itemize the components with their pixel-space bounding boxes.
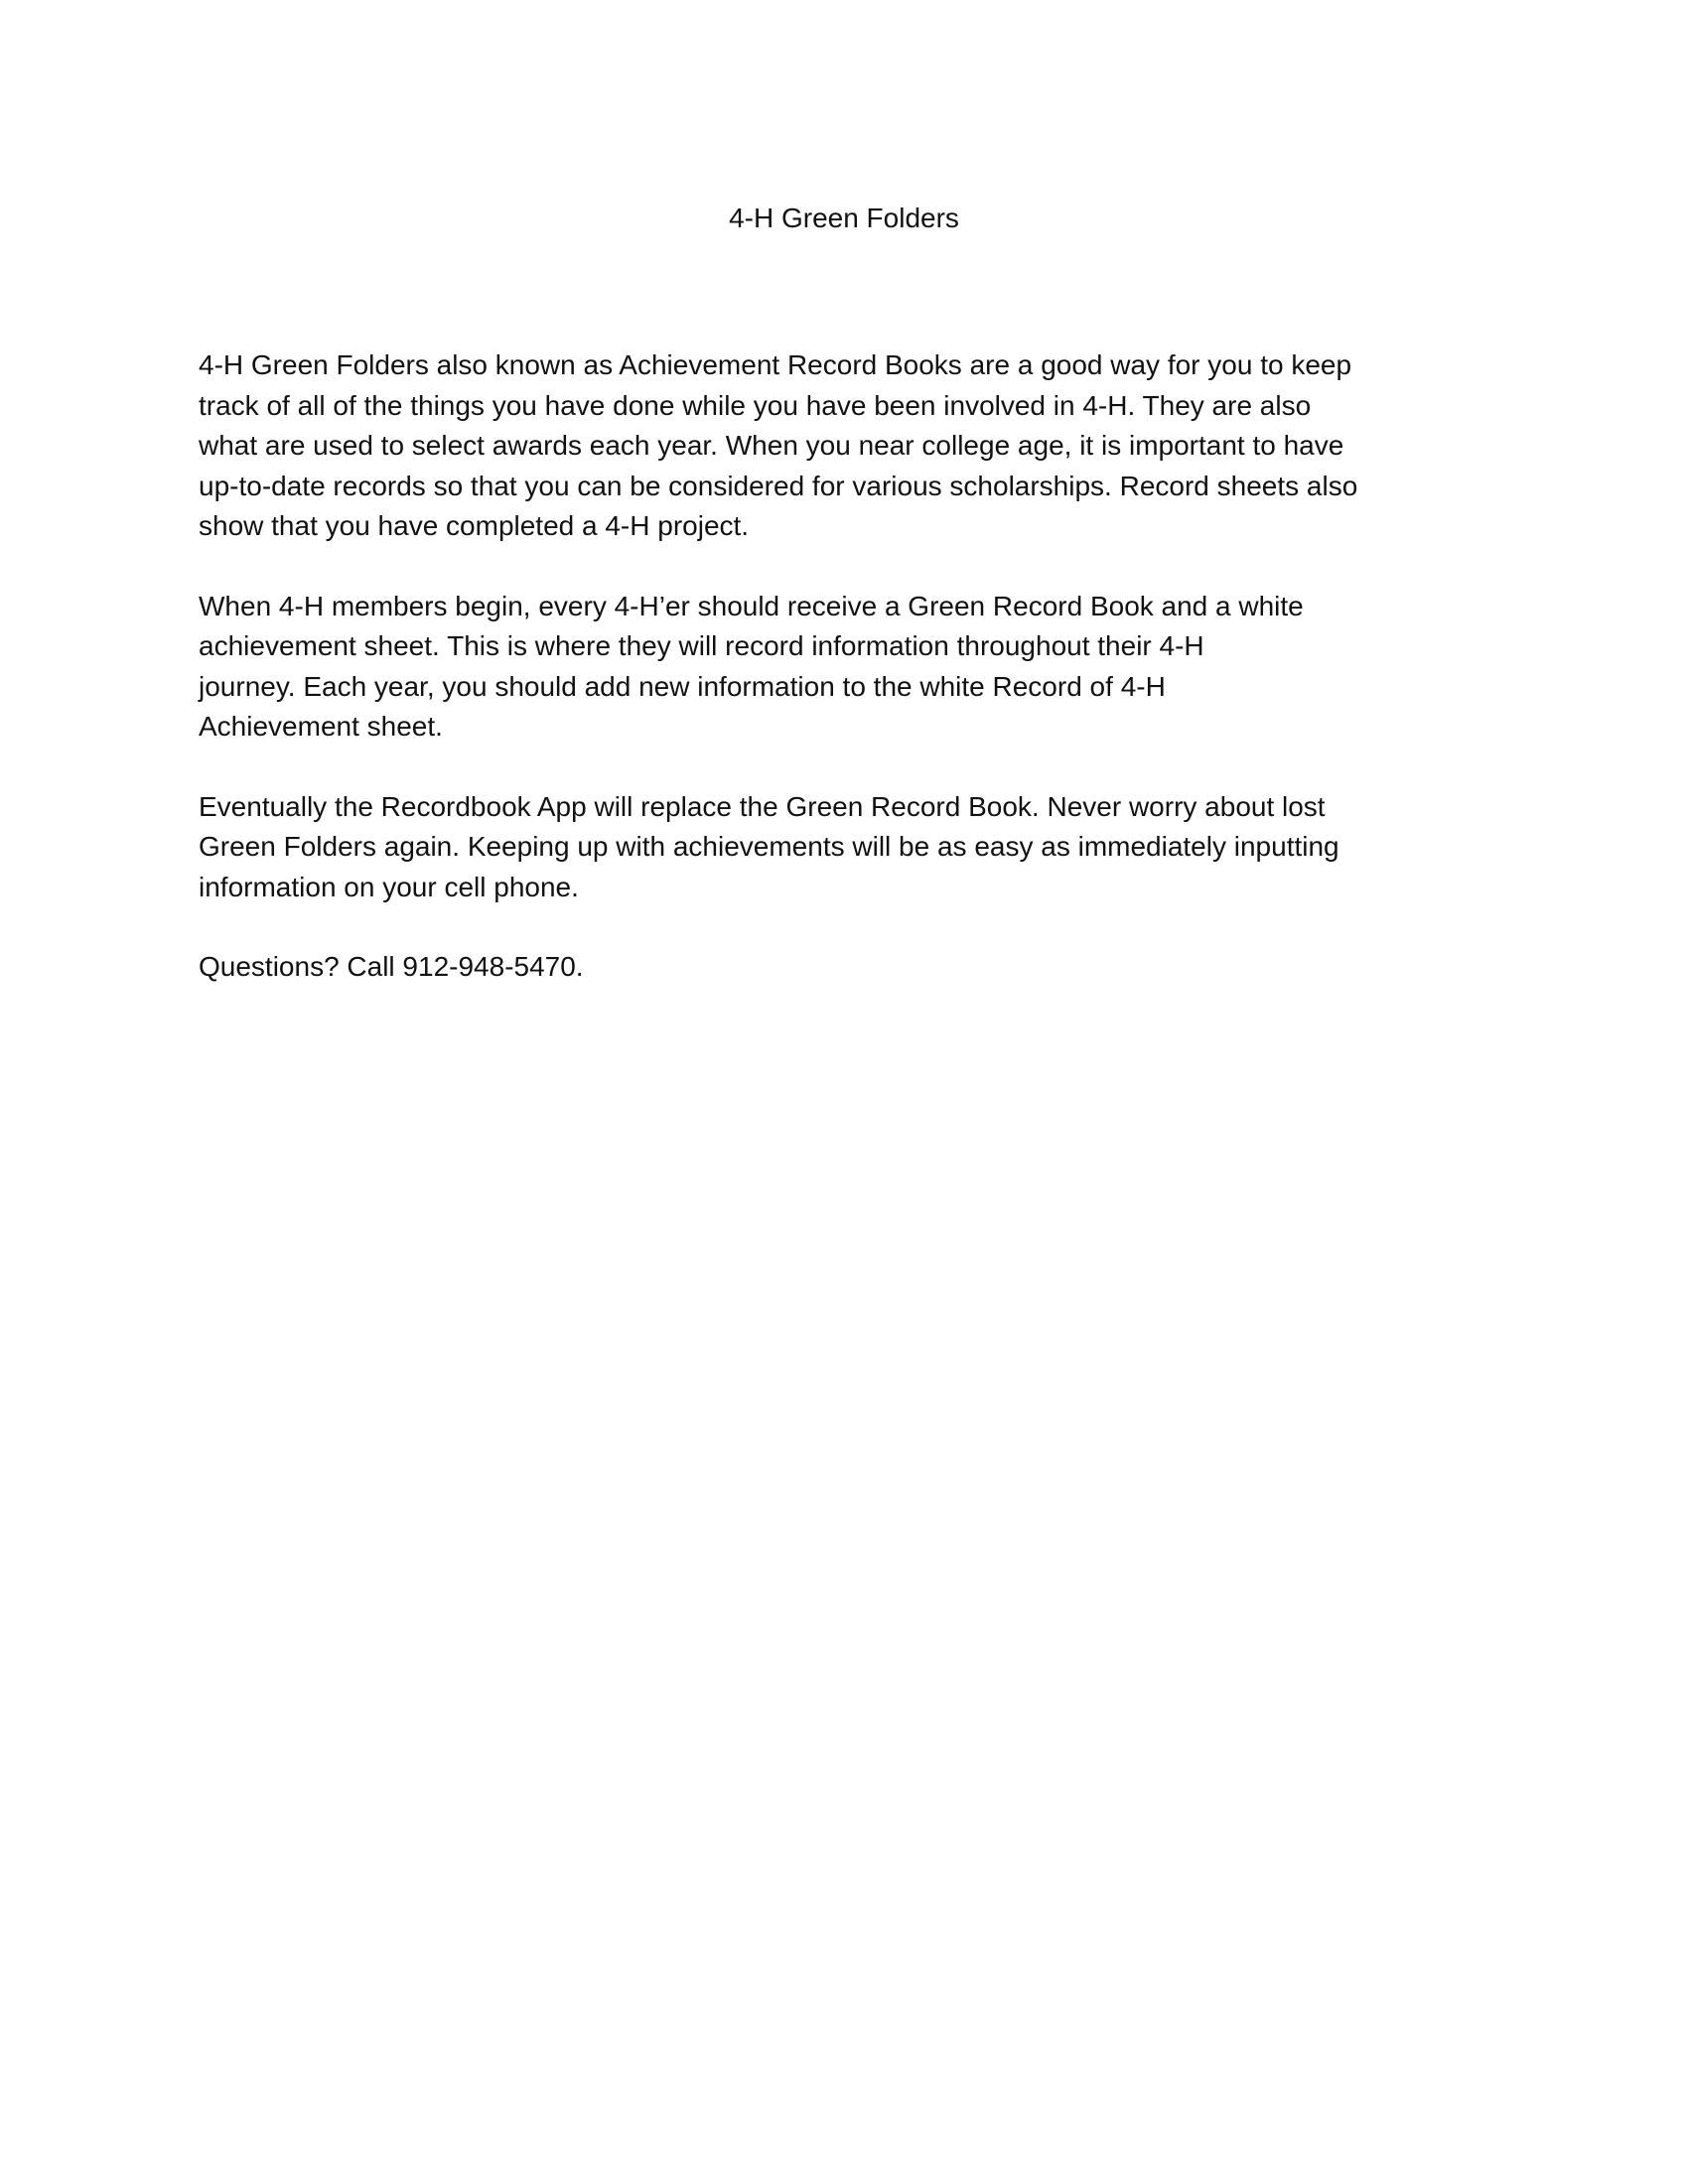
paragraph-line: achievement sheet. This is where they will record information throughout their 4-H [199,630,1204,661]
document-body [199,345,1489,1027]
paragraph-new-members [199,587,1489,748]
paragraph-line: information on your cell phone. [199,871,579,902]
paragraph-line: Achievement sheet. [199,711,443,742]
paragraph-intro [199,345,1489,547]
paragraph-contact [199,947,1489,988]
paragraph-line: 4-H Green Folders also known as Achievement Record Books are a good way for you to keep [199,349,1352,380]
paragraph-line: what are used to select awards each year. When you near college age, it is important to have [199,430,1344,461]
paragraph-line: track of all of the things you have done while you have been involved in 4-H. They are also [199,389,1312,421]
document-title: 4-H Green Folders [729,203,959,233]
paragraph-recordbook-app [199,787,1489,908]
paragraph-line: journey. Each year, you should add new information to the white Record of 4-H [199,670,1166,702]
paragraph-line: Eventually the Recordbook App will replace the Green Record Book. Never worry about lost [199,790,1326,822]
paragraph-line: up-to-date records so that you can be considered for various scholarships. Record sheets also [199,470,1358,501]
paragraph-line: Green Folders again. Keeping up with achievements will be as easy as immediately inputting [199,831,1339,862]
contact-line: Questions? Call 912-948-5470. [199,951,584,982]
paragraph-line: show that you have completed a 4-H project. [199,510,750,541]
paragraph-line: When 4-H members begin, every 4-H’er should receive a Green Record Book and a white [199,590,1304,621]
